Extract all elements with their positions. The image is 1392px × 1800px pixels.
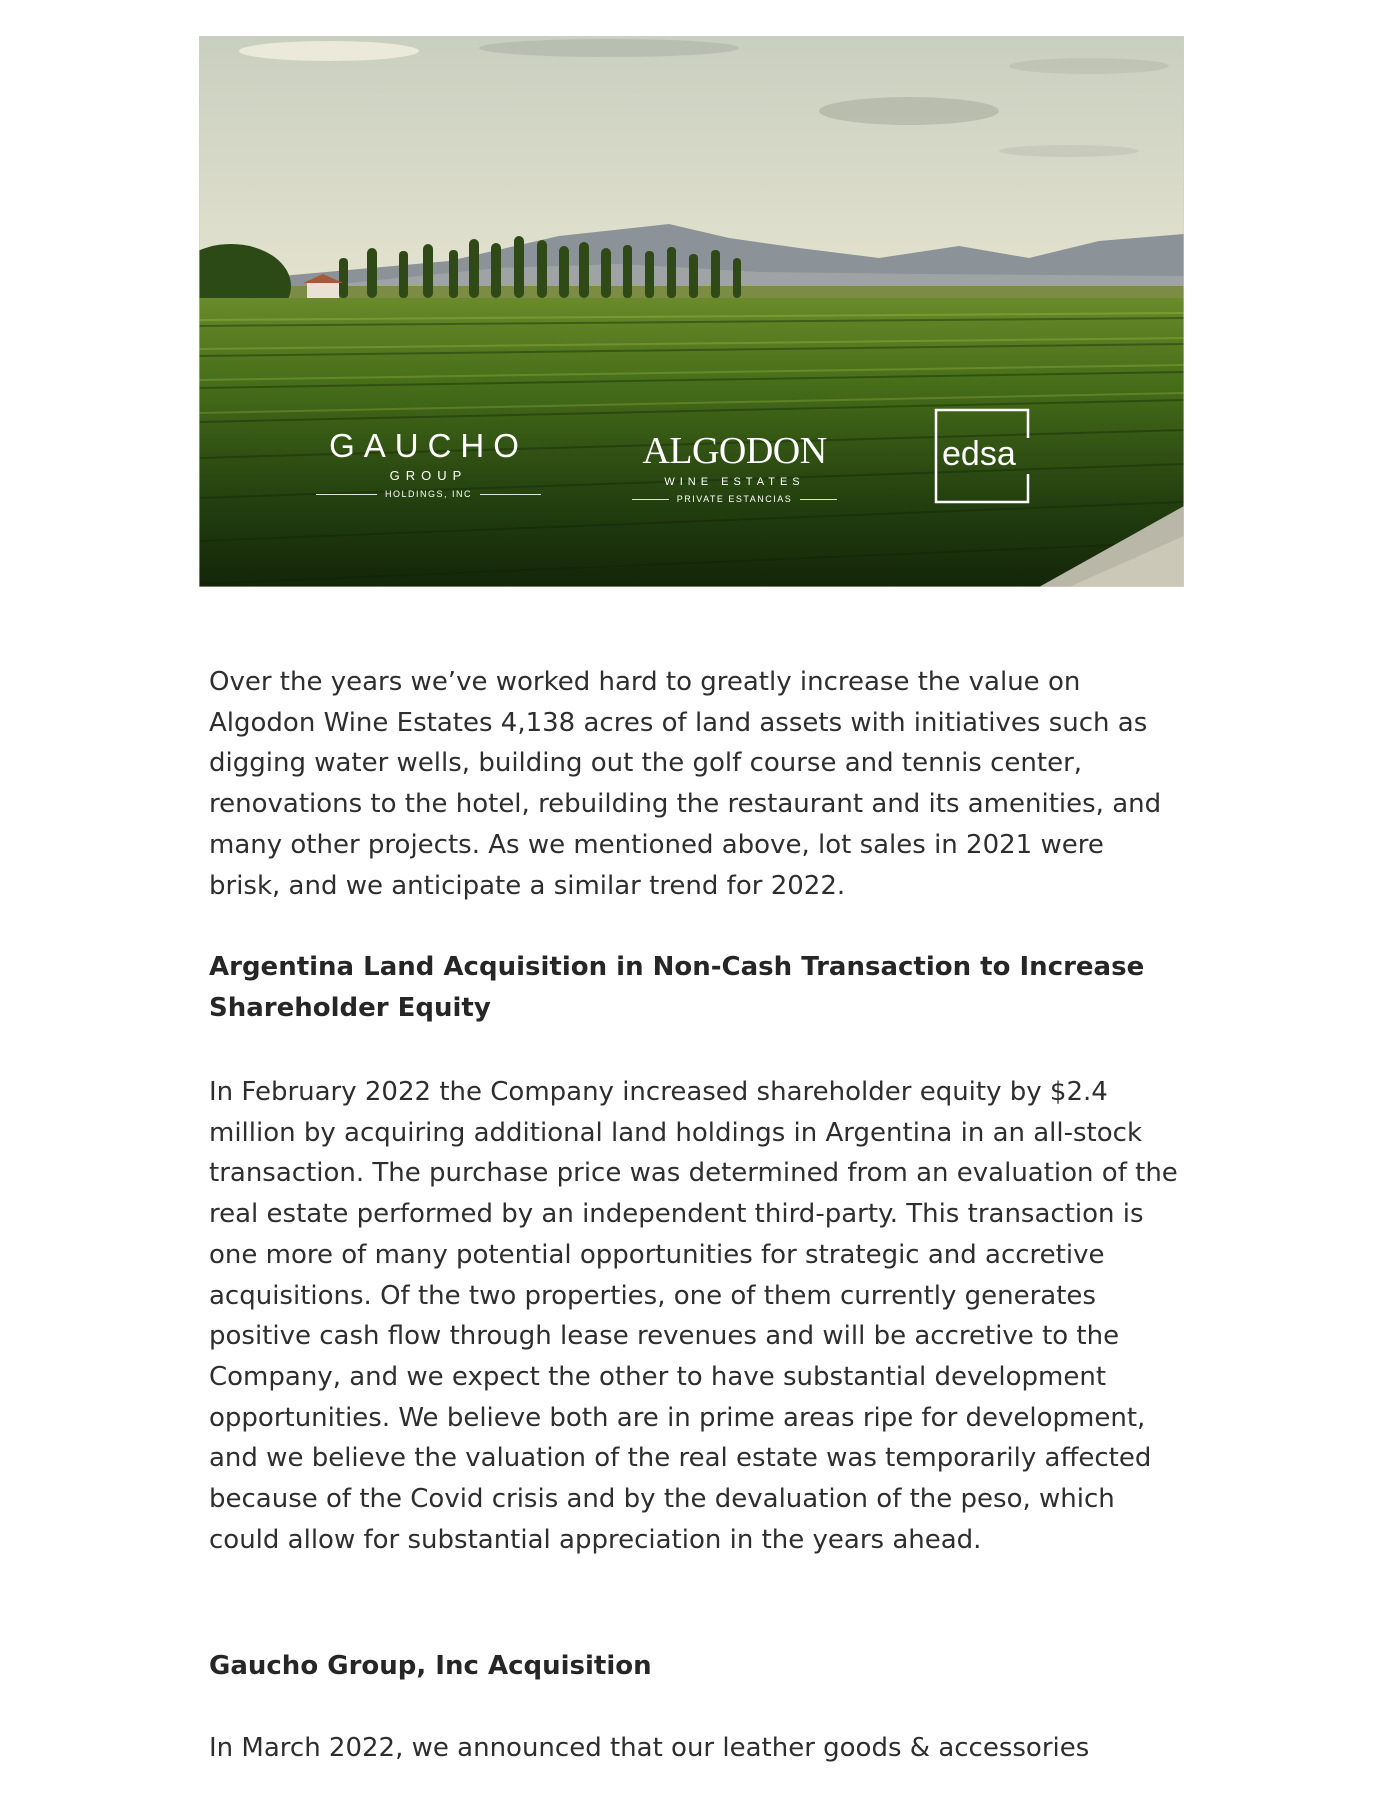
gaucho-logo-tag: HOLDINGS, INC [385, 489, 473, 499]
algodon-logo-sub: WINE ESTATES [664, 476, 805, 488]
algodon-logo-word: ALGODON [642, 430, 827, 472]
section-gaucho-acquisition [209, 1646, 1179, 1687]
paragraph-land-value: Over the years we’ve worked hard to greatly increase the value on Algodon Wine Estates 4,138 acres of land assets with initiatives such as digging water wells, building out the golf course and tennis center, renovations to the hotel, rebuilding the restaurant and its amenities, and many other projects. As we mentioned above, lot sales in 2021 were brisk, and we anticipate a similar trend for 2022. [209, 667, 1162, 901]
section-land-acquisition-body [209, 1072, 1179, 1560]
heading-gaucho-acquisition: Gaucho Group, Inc Acquisition [209, 1651, 652, 1681]
edsa-logo-word: edsa [942, 435, 1016, 473]
paragraph-land-acquisition: In February 2022 the Company increased shareholder equity by $2.4 million by acquiring additional land holdings in Argentina in an all-stock transaction. The purchase price was determined from an evaluation of the real estate performed by an independent third-party. This transaction is one more of many potential opportunities for strategic and accretive acquisitions. Of the two properties, one of them currently generates positive cash flow through lease revenues and will be accretive to the Company, and we expect the other to have substantial development opportunities. We believe both are in prime areas ripe for development, and we believe the valuation of the real estate was temporarily affected because of the Covid crisis and by the devaluation of the peso, which could allow for substantial appreciation in the years ahead. [209, 1077, 1178, 1555]
algodon-logo-tagline [632, 494, 837, 504]
paragraph-gaucho-acquisition: In March 2022, we announced that our leather goods & accessories [209, 1733, 1090, 1763]
algodon-wine-estates-logo [632, 432, 837, 504]
gaucho-group-logo [316, 428, 541, 499]
edsa-logo [934, 408, 1030, 504]
article-body [209, 662, 1179, 906]
algodon-logo-tag: PRIVATE ESTANCIAS [676, 494, 793, 504]
heading-land-acquisition: Argentina Land Acquisition in Non-Cash Transaction to Increase Shareholder Equity [209, 952, 1145, 1023]
gaucho-logo-sub: GROUP [389, 468, 468, 483]
gaucho-logo-tagline [316, 489, 541, 499]
gaucho-logo-word: GAUCHO [329, 427, 528, 464]
hero-banner [199, 36, 1184, 587]
section-gaucho-acquisition-body [209, 1728, 1179, 1769]
section-land-acquisition [209, 947, 1179, 1028]
vineyard-landscape-image [199, 36, 1184, 587]
